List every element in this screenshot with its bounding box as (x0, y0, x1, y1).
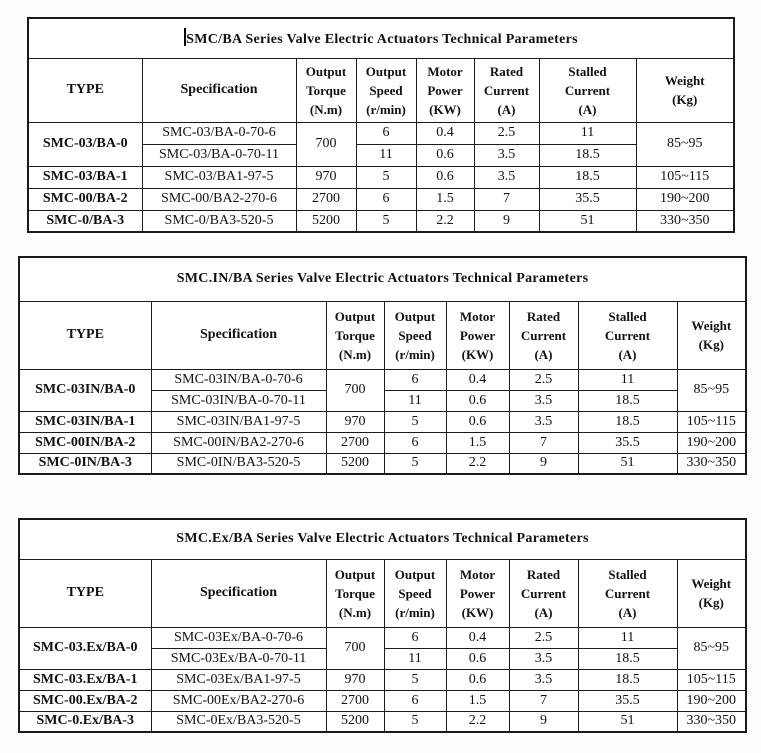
table-row (19, 411, 746, 432)
header-line: (A) (618, 604, 637, 620)
table-row (19, 669, 746, 690)
speed-cell: 6 (384, 432, 446, 453)
header-line: Rated (489, 63, 524, 79)
type-cell: SMC-0IN/BA-3 (19, 453, 151, 474)
table-title-text: SMC/BA Series Valve Electric Actuators Technical Parameters (186, 32, 578, 48)
torque-header (326, 559, 384, 627)
torque-cell: 970 (296, 166, 356, 188)
rated-cell: 7 (509, 690, 578, 711)
torque-cell: 2700 (326, 432, 384, 453)
spec-header: Specification (151, 559, 326, 627)
header-line: (KW) (461, 346, 494, 362)
header-line: (A) (618, 346, 637, 362)
spec-cell: SMC-03IN/BA-0-70-6 (151, 369, 326, 390)
spec-header: Specification (151, 301, 326, 369)
weight-cell: 330~350 (677, 453, 746, 474)
spec-cell: SMC-03IN/BA-0-70-11 (151, 390, 326, 411)
rated-header (474, 58, 539, 122)
power-header (446, 301, 509, 369)
header-line: (A) (534, 604, 553, 620)
header-line: Current (483, 82, 530, 98)
header-line: Motor (459, 566, 496, 582)
speed-cell: 6 (356, 188, 416, 210)
rated-header (509, 301, 578, 369)
power-cell: 1.5 (446, 432, 509, 453)
torque-cell: 5200 (326, 711, 384, 732)
power-cell: 0.6 (446, 390, 509, 411)
header-line: Output (394, 308, 436, 324)
power-cell: 0.6 (446, 669, 509, 690)
header-line: Stalled (608, 566, 647, 582)
header-line: (Kg) (698, 595, 724, 610)
table-title-text: SMC.Ex/BA Series Valve Electric Actuators Technical Parameters (176, 531, 589, 547)
spec-cell: SMC-03/BA-0-70-11 (142, 144, 296, 166)
rated-cell: 2.5 (474, 122, 539, 144)
weight-header (677, 301, 746, 369)
weight-cell: 190~200 (677, 432, 746, 453)
rated-cell: 3.5 (474, 166, 539, 188)
power-cell: 1.5 (446, 690, 509, 711)
spec-cell: SMC-0Ex/BA3-520-5 (151, 711, 326, 732)
header-line: Current (564, 82, 611, 98)
header-line: Power (459, 585, 496, 601)
torque-header (326, 301, 384, 369)
torque-cell: 700 (326, 627, 384, 669)
header-line: Torque (335, 327, 375, 343)
power-header (416, 58, 474, 122)
header-line: (r/min) (395, 346, 435, 362)
rated-cell: 9 (509, 711, 578, 732)
header-line: Motor (459, 308, 496, 324)
speed-cell: 6 (384, 369, 446, 390)
header-line: Current (520, 585, 567, 601)
header-line: Speed (398, 585, 432, 601)
header-line: Stalled (608, 308, 647, 324)
header-line: Output (394, 566, 436, 582)
rated-cell: 3.5 (509, 648, 578, 669)
speed-cell: 5 (384, 669, 446, 690)
speed-cell: 11 (384, 648, 446, 669)
type-cell: SMC-03.Ex/BA-0 (19, 627, 151, 669)
header-line: (Kg) (672, 92, 698, 107)
header-line: Power (427, 82, 463, 98)
stalled-cell: 35.5 (578, 432, 677, 453)
weight-cell: 85~95 (636, 122, 734, 166)
stalled-header (578, 559, 677, 627)
type-cell: SMC-03IN/BA-0 (19, 369, 151, 411)
table-row (19, 432, 746, 453)
rated-cell: 7 (509, 432, 578, 453)
rated-cell: 2.5 (509, 369, 578, 390)
weight-cell: 85~95 (677, 627, 746, 669)
stalled-cell: 18.5 (578, 411, 677, 432)
header-line: Torque (335, 585, 375, 601)
table-row (28, 166, 734, 188)
power-cell: 0.4 (446, 369, 509, 390)
header-line: (A) (578, 101, 597, 117)
header-line: (N.m) (309, 101, 343, 117)
speed-cell: 6 (384, 690, 446, 711)
spec-cell: SMC-0IN/BA3-520-5 (151, 453, 326, 474)
torque-cell: 2700 (296, 188, 356, 210)
header-line: (N.m) (338, 604, 372, 620)
table-title (19, 519, 746, 559)
type-header: TYPE (19, 301, 151, 369)
header-line: Speed (369, 82, 403, 98)
type-cell: SMC-00/BA-2 (28, 188, 142, 210)
table-title (28, 18, 734, 58)
header-line: Output (334, 566, 376, 582)
rated-header (509, 559, 578, 627)
header-line: (N.m) (338, 346, 372, 362)
type-cell: SMC-03.Ex/BA-1 (19, 669, 151, 690)
stalled-cell: 11 (578, 369, 677, 390)
table-row (19, 627, 746, 648)
table-smc-in-ba (18, 256, 747, 475)
torque-cell: 970 (326, 669, 384, 690)
torque-cell: 700 (326, 369, 384, 411)
torque-cell: 2700 (326, 690, 384, 711)
header-line: Rated (526, 566, 561, 582)
rated-cell: 9 (509, 453, 578, 474)
table-row (28, 188, 734, 210)
stalled-cell: 35.5 (539, 188, 636, 210)
table-row (19, 690, 746, 711)
speed-cell: 11 (384, 390, 446, 411)
table-row (19, 257, 746, 301)
rated-cell: 3.5 (474, 144, 539, 166)
header-line: Weight (664, 73, 705, 88)
rated-cell: 2.5 (509, 627, 578, 648)
header-line: Speed (398, 327, 432, 343)
table-row (19, 711, 746, 732)
stalled-cell: 11 (539, 122, 636, 144)
table-row (19, 369, 746, 390)
weight-cell: 105~115 (677, 411, 746, 432)
weight-cell: 85~95 (677, 369, 746, 411)
header-line: Current (604, 327, 651, 343)
table-smc-ex-ba (18, 518, 747, 733)
spec-cell: SMC-00IN/BA2-270-6 (151, 432, 326, 453)
power-cell: 0.6 (446, 411, 509, 432)
spec-cell: SMC-0/BA3-520-5 (142, 210, 296, 232)
type-cell: SMC-00IN/BA-2 (19, 432, 151, 453)
stalled-cell: 51 (578, 711, 677, 732)
table-row (28, 58, 734, 122)
speed-header (384, 301, 446, 369)
type-header: TYPE (28, 58, 142, 122)
header-line: Output (305, 63, 347, 79)
speed-cell: 5 (384, 453, 446, 474)
spec-header: Specification (142, 58, 296, 122)
power-header (446, 559, 509, 627)
table-row (19, 559, 746, 627)
header-line: Current (604, 585, 651, 601)
weight-cell: 190~200 (636, 188, 734, 210)
header-line: Motor (427, 63, 463, 79)
torque-header (296, 58, 356, 122)
header-line: (r/min) (395, 604, 435, 620)
stalled-cell: 18.5 (539, 144, 636, 166)
power-cell: 2.2 (416, 210, 474, 232)
header-line: (A) (497, 101, 516, 117)
table-row (28, 18, 734, 58)
stalled-cell: 18.5 (539, 166, 636, 188)
table-row (28, 210, 734, 232)
stalled-header (539, 58, 636, 122)
table-row (19, 453, 746, 474)
rated-cell: 7 (474, 188, 539, 210)
type-cell: SMC-03/BA-1 (28, 166, 142, 188)
header-line: Current (520, 327, 567, 343)
weight-header (636, 58, 734, 122)
speed-cell: 11 (356, 144, 416, 166)
table-row (19, 301, 746, 369)
weight-header (677, 559, 746, 627)
header-line: (r/min) (366, 101, 406, 117)
torque-cell: 970 (326, 411, 384, 432)
stalled-cell: 51 (539, 210, 636, 232)
table-title-text: SMC.IN/BA Series Valve Electric Actuators Technical Parameters (176, 271, 589, 287)
weight-cell: 105~115 (636, 166, 734, 188)
table-row (19, 519, 746, 559)
type-cell: SMC-03IN/BA-1 (19, 411, 151, 432)
power-cell: 0.4 (446, 627, 509, 648)
speed-cell: 5 (384, 411, 446, 432)
stalled-cell: 18.5 (578, 390, 677, 411)
type-cell: SMC-03/BA-0 (28, 122, 142, 166)
table-row (28, 122, 734, 144)
spec-cell: SMC-03/BA-0-70-6 (142, 122, 296, 144)
power-cell: 0.4 (416, 122, 474, 144)
header-line: Output (365, 63, 407, 79)
table-title (19, 257, 746, 301)
header-line: Rated (526, 308, 561, 324)
weight-cell: 330~350 (636, 210, 734, 232)
rated-cell: 9 (474, 210, 539, 232)
speed-cell: 6 (384, 627, 446, 648)
header-line: Torque (306, 82, 346, 98)
type-cell: SMC-0.Ex/BA-3 (19, 711, 151, 732)
stalled-cell: 51 (578, 453, 677, 474)
torque-cell: 5200 (326, 453, 384, 474)
power-cell: 2.2 (446, 711, 509, 732)
table-smc-ba (27, 17, 735, 233)
header-line: (Kg) (698, 337, 724, 352)
torque-cell: 5200 (296, 210, 356, 232)
type-cell: SMC-0/BA-3 (28, 210, 142, 232)
power-cell: 0.6 (416, 144, 474, 166)
power-cell: 0.6 (446, 648, 509, 669)
spec-cell: SMC-03IN/BA1-97-5 (151, 411, 326, 432)
rated-cell: 3.5 (509, 669, 578, 690)
power-cell: 0.6 (416, 166, 474, 188)
speed-header (384, 559, 446, 627)
type-cell: SMC-00.Ex/BA-2 (19, 690, 151, 711)
stalled-cell: 11 (578, 627, 677, 648)
header-line: (KW) (461, 604, 494, 620)
spec-cell: SMC-03Ex/BA-0-70-6 (151, 627, 326, 648)
spec-cell: SMC-03Ex/BA1-97-5 (151, 669, 326, 690)
rated-cell: 3.5 (509, 390, 578, 411)
speed-header (356, 58, 416, 122)
header-line: Weight (691, 318, 732, 333)
spec-cell: SMC-03/BA1-97-5 (142, 166, 296, 188)
speed-cell: 6 (356, 122, 416, 144)
spec-cell: SMC-03Ex/BA-0-70-11 (151, 648, 326, 669)
header-line: Stalled (568, 63, 607, 79)
speed-cell: 5 (356, 166, 416, 188)
stalled-cell: 18.5 (578, 669, 677, 690)
weight-cell: 330~350 (677, 711, 746, 732)
stalled-header (578, 301, 677, 369)
spec-cell: SMC-00/BA2-270-6 (142, 188, 296, 210)
type-header: TYPE (19, 559, 151, 627)
header-line: Weight (691, 576, 732, 591)
header-line: (A) (534, 346, 553, 362)
weight-cell: 105~115 (677, 669, 746, 690)
power-cell: 2.2 (446, 453, 509, 474)
weight-cell: 190~200 (677, 690, 746, 711)
speed-cell: 5 (356, 210, 416, 232)
power-cell: 1.5 (416, 188, 474, 210)
rated-cell: 3.5 (509, 411, 578, 432)
stalled-cell: 18.5 (578, 648, 677, 669)
torque-cell: 700 (296, 122, 356, 166)
header-line: Power (459, 327, 496, 343)
stalled-cell: 35.5 (578, 690, 677, 711)
spec-cell: SMC-00Ex/BA2-270-6 (151, 690, 326, 711)
speed-cell: 5 (384, 711, 446, 732)
header-line: (KW) (429, 101, 461, 117)
header-line: Output (334, 308, 376, 324)
